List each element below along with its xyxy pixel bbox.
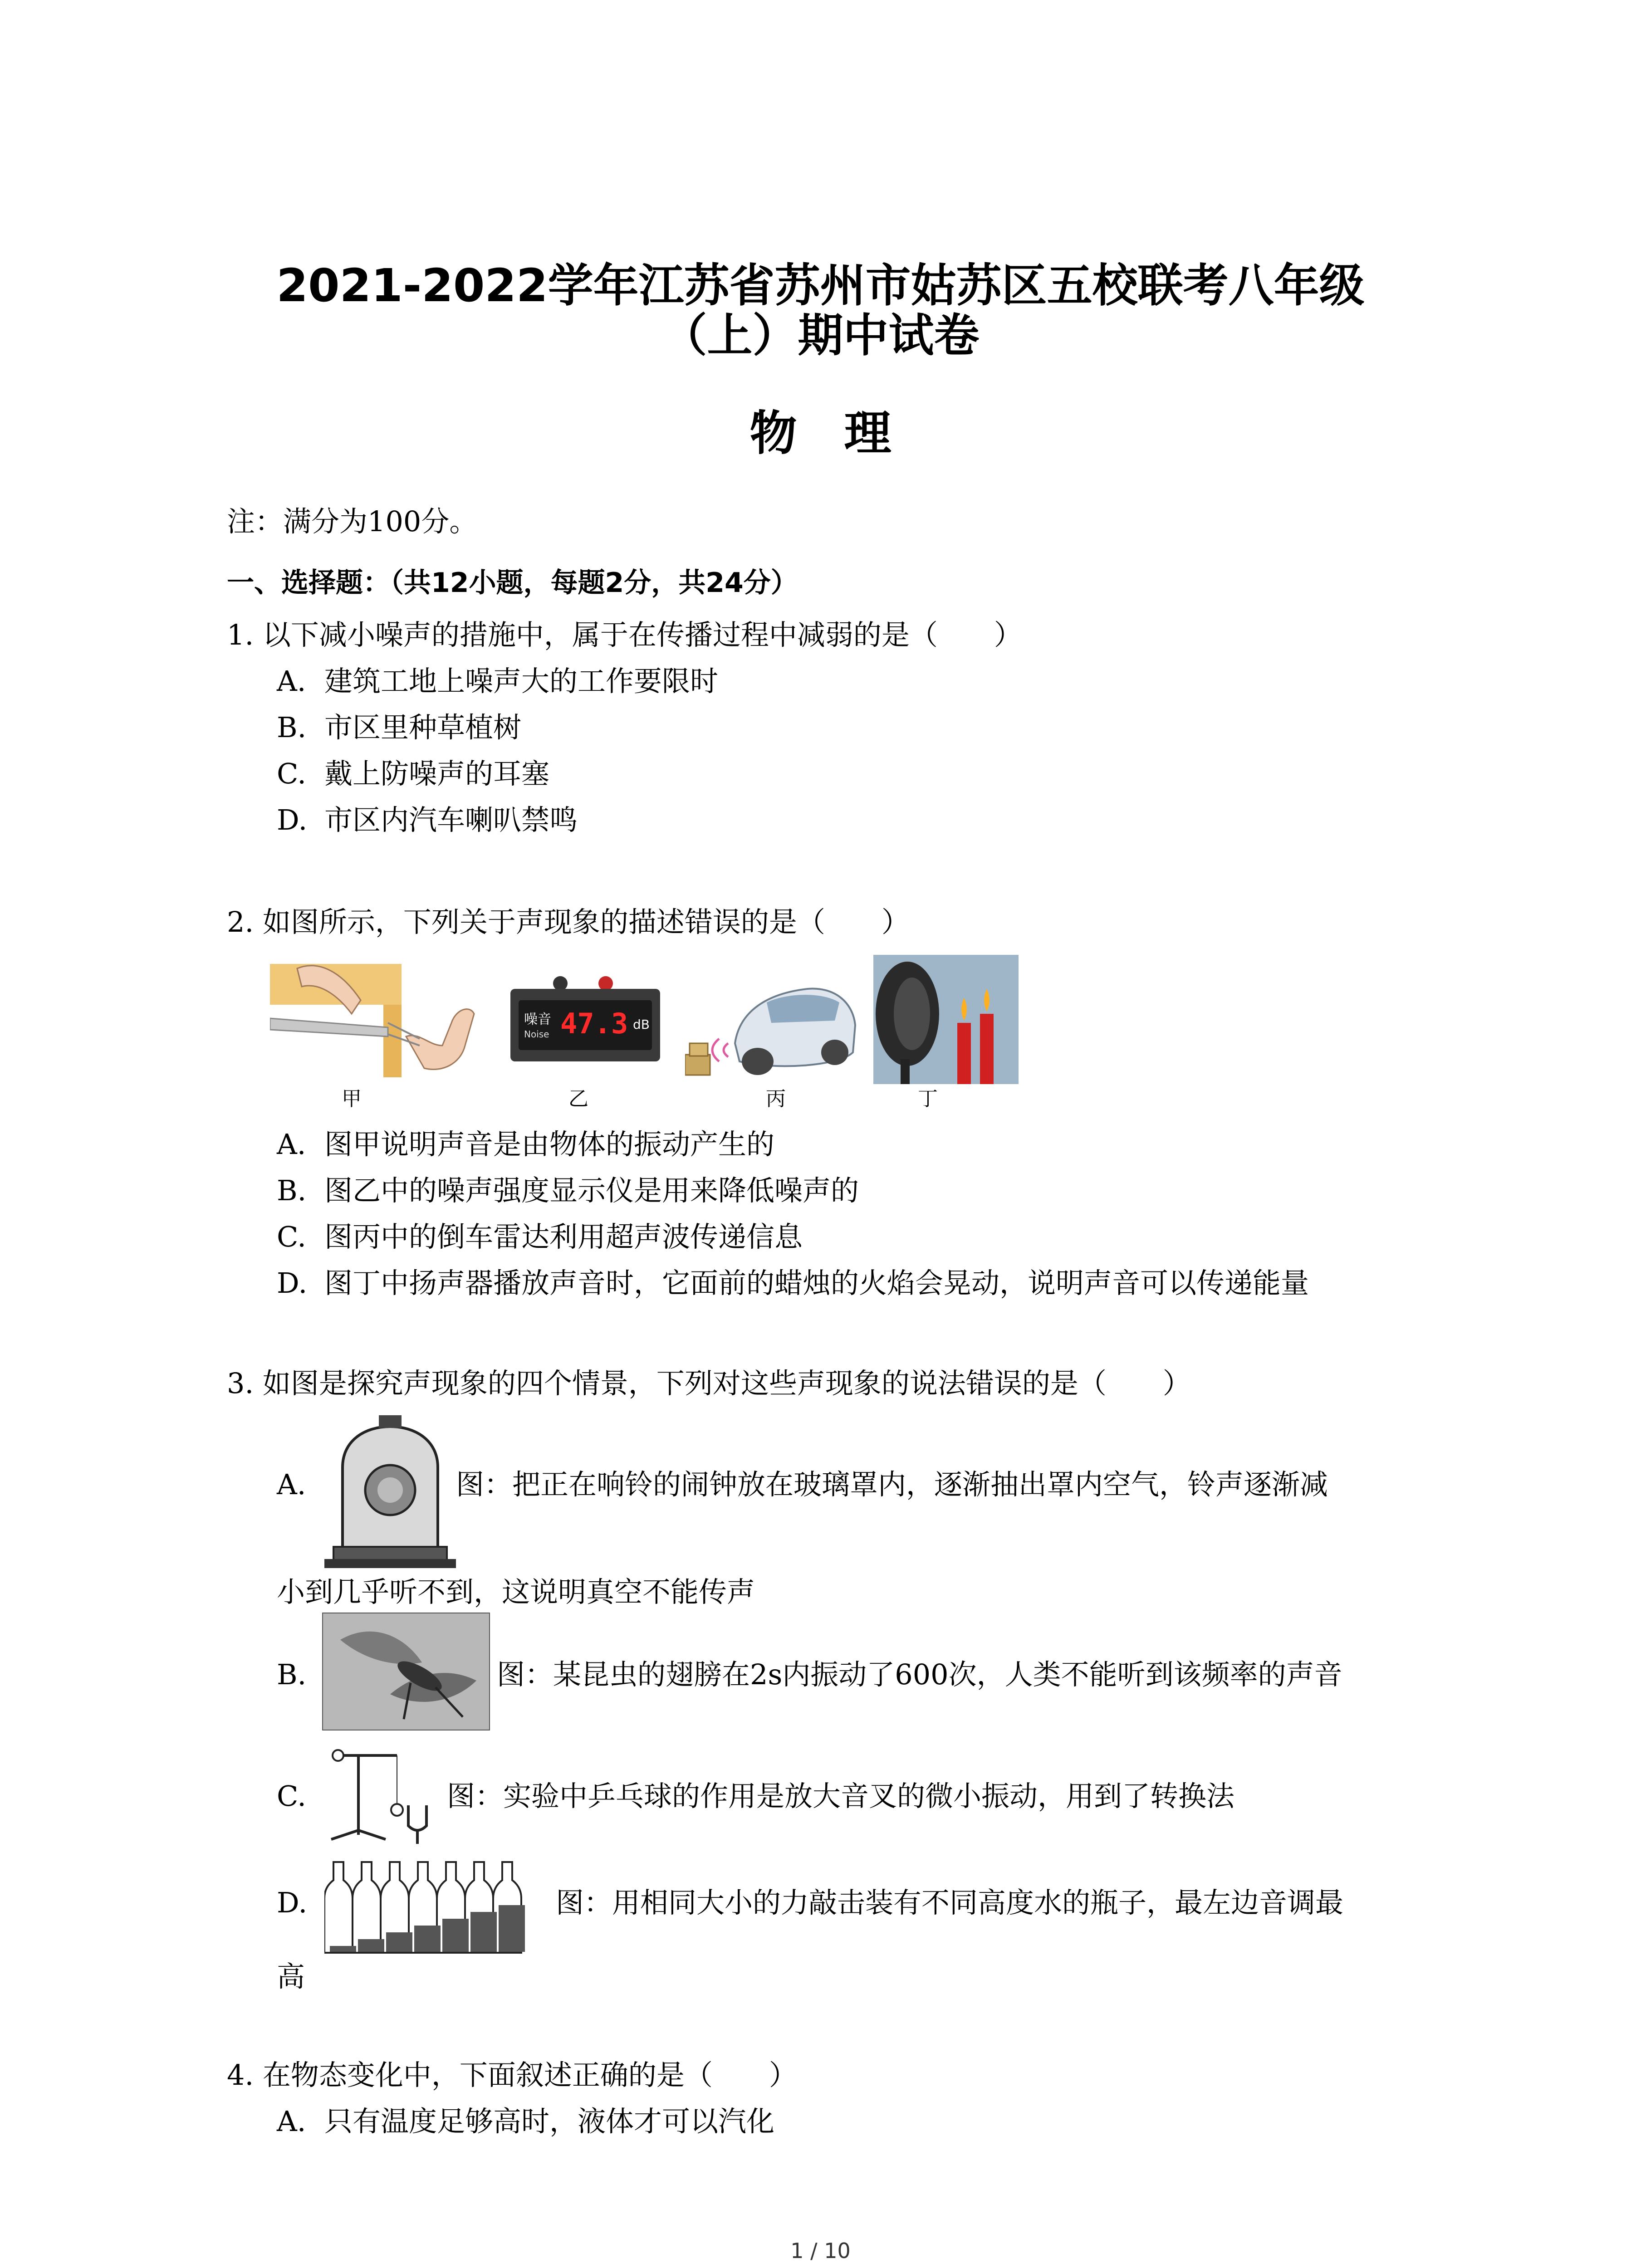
q2-option-a-text: 图甲说明声音是由物体的振动产生的 <box>324 1128 775 1161</box>
q1-option-c-text: 戴上防噪声的耳塞 <box>324 757 550 790</box>
q1-option-b-letter: B. <box>277 711 307 744</box>
figure-label-ding: 丁 <box>918 1087 938 1110</box>
q2-option-d-letter: D. <box>277 1266 308 1300</box>
q3-option-b-letter: B. <box>277 1658 307 1691</box>
exam-title-line2: （上）期中试卷 <box>661 309 980 362</box>
question-3-stem: 3. 如图是探究声现象的四个情景，下列对这些声现象的说法错误的是（ ） <box>227 1367 1191 1400</box>
figure-yi-noise-meter <box>510 975 660 1061</box>
figure-water-bottles-icon <box>324 1853 551 1957</box>
q4-option-a-letter: A. <box>277 2105 306 2138</box>
question-4-stem: 4. 在物态变化中，下面叙述正确的是（ ） <box>227 2058 797 2092</box>
figure-label-yi: 乙 <box>568 1087 588 1110</box>
noise-meter-unit: dB <box>633 1017 650 1032</box>
figure-label-jia: 甲 <box>342 1087 362 1110</box>
q2-option-c-letter: C. <box>277 1220 306 1253</box>
q3-option-a-text: 图：把正在响铃的闹钟放在玻璃罩内，逐渐抽出罩内空气，铃声逐渐减 <box>456 1468 1328 1501</box>
q1-option-a-text: 建筑工地上噪声大的工作要限时 <box>324 665 719 698</box>
q3-option-d-text: 图：用相同大小的力敲击装有不同高度水的瓶子，最左边音调最 <box>556 1886 1344 1919</box>
section-heading: 一、选择题：（共12小题，每题2分，共24分） <box>227 567 798 599</box>
q3-option-c-letter: C. <box>277 1779 306 1813</box>
q4-option-a-text: 只有温度足够高时，液体才可以汽化 <box>324 2105 775 2138</box>
score-note: 注：满分为100分。 <box>227 505 478 538</box>
noise-meter-label: 噪音 <box>524 1012 551 1027</box>
question-2-stem: 2. 如图所示，下列关于声现象的描述错误的是（ ） <box>227 905 910 938</box>
page-number: 1 / 10 <box>790 2239 851 2263</box>
q2-option-c-text: 图丙中的倒车雷达利用超声波传递信息 <box>324 1220 803 1253</box>
figure-bing-reversing-radar <box>685 975 857 1080</box>
question-1-stem: 1. 以下减小噪声的措施中，属于在传播过程中减弱的是（ ） <box>227 618 1022 651</box>
exam-title-line1: 2021-2022学年江苏省苏州市姑苏区五校联考八年级 <box>276 259 1365 312</box>
q3-option-a-letter: A. <box>277 1468 306 1501</box>
figure-tuning-fork-pingpong-icon <box>324 1737 442 1846</box>
q3-option-a-text-continued: 小到几乎听不到，这说明真空不能传声 <box>277 1575 755 1608</box>
q1-option-b-text: 市区里种草植树 <box>324 711 522 744</box>
q3-option-d-text-continued: 高 <box>277 1960 305 1993</box>
q1-option-d-text: 市区内汽车喇叭禁鸣 <box>324 803 578 836</box>
q2-option-d-text: 图丁中扬声器播放声音时，它面前的蜡烛的火焰会晃动，说明声音可以传递能量 <box>324 1266 1309 1300</box>
figure-ding-speaker-candle <box>873 955 1019 1084</box>
figure-insect-icon <box>322 1613 490 1730</box>
q2-option-a-letter: A. <box>277 1128 306 1161</box>
q3-option-d-letter: D. <box>277 1886 308 1919</box>
q2-option-b-text: 图乙中的噪声强度显示仪是用来降低噪声的 <box>324 1174 859 1207</box>
noise-meter-english-label: Noise <box>524 1029 549 1040</box>
figure-bell-jar-icon <box>324 1413 456 1569</box>
q1-option-c-letter: C. <box>277 757 306 790</box>
noise-meter-reading: 47.3 <box>560 1007 628 1040</box>
subject-title: 物 理 <box>749 406 892 461</box>
q3-option-c-text: 图：实验中乒乓球的作用是放大音叉的微小振动，用到了转换法 <box>447 1779 1235 1813</box>
figure-jia-ruler-vibration <box>270 955 492 1077</box>
q3-option-b-text: 图：某昆虫的翅膀在2s内振动了600次，人类不能听到该频率的声音 <box>497 1658 1342 1691</box>
q1-option-d-letter: D. <box>277 803 308 836</box>
figure-label-bing: 丙 <box>766 1087 786 1110</box>
q1-option-a-letter: A. <box>277 665 306 698</box>
q2-option-b-letter: B. <box>277 1174 307 1207</box>
